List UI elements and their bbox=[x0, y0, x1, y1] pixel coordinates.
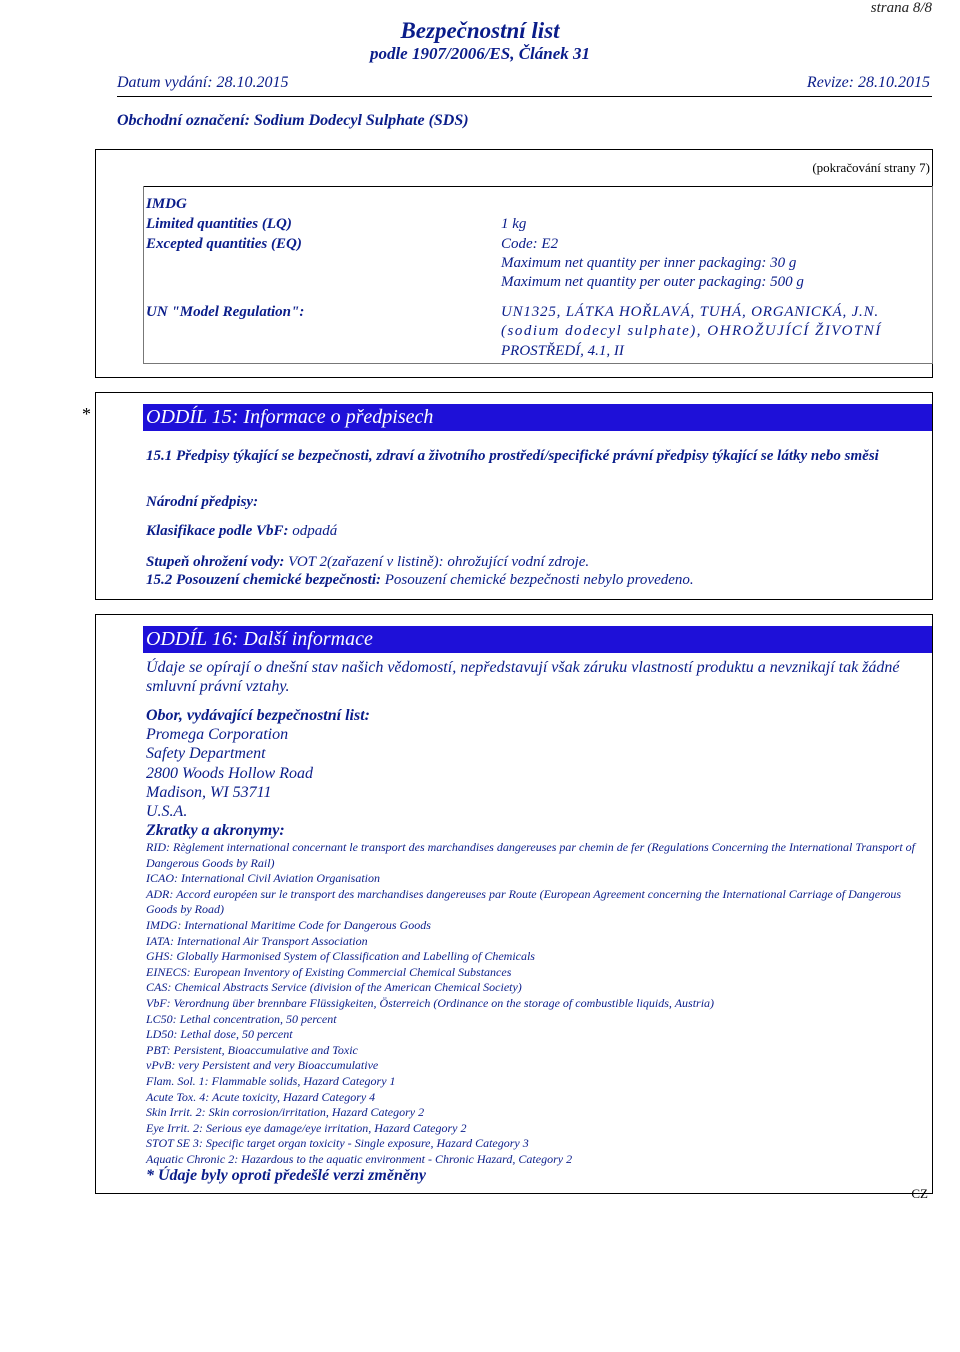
abbreviation-item: ADR: Accord européen sur le transport des marchandises dangereuses par Route (European Agreement concerning the International Carriage of Dangerous Goods by Road) bbox=[146, 886, 901, 917]
revision-date: Revize: 28.10.2015 bbox=[806, 74, 930, 91]
abbreviation-item: Aquatic Chronic 2: Hazardous to the aquatic environment - Chronic Hazard, Category 2 bbox=[146, 1151, 573, 1166]
header-rule bbox=[117, 96, 932, 97]
abbreviation-item: GHS: Globally Harmonised System of Classification and Labelling of Chemicals bbox=[146, 949, 535, 964]
abbreviation-item: Flam. Sol. 1: Flammable solids, Hazard Category 1 bbox=[146, 1073, 396, 1088]
eq-inner: Maximum net quantity per inner packaging: 30 g bbox=[501, 255, 797, 271]
section15-1-heading: 15.1 Předpisy týkající se bezpečnosti, zdraví a životního prostředí/specifické právní předpisy týkající se látky nebo směsi bbox=[146, 448, 879, 464]
abbreviation-item: vPvB: very Persistent and very Bioaccumulative bbox=[146, 1058, 379, 1073]
csa-label: 15.2 Posouzení chemické bezpečnosti: bbox=[146, 572, 381, 588]
abbreviation-item: PBT: Persistent, Bioaccumulative and Toxic bbox=[146, 1042, 358, 1057]
vbf-label: Klasifikace podle VbF: bbox=[146, 523, 289, 539]
issuer-label: Obor, vydávající bezpečnostní list: bbox=[146, 707, 370, 724]
eq-value: Code: E2 bbox=[501, 236, 559, 252]
abbreviation-item: LC50: Lethal concentration, 50 percent bbox=[146, 1011, 337, 1026]
un-line3: PROSTŘEDÍ, 4.1, II bbox=[501, 343, 624, 359]
disclaimer: Údaje se opírají o dnešní stav našich vědomostí, nepředstavují však záruku vlastností produktu a nevznikají tak žádné smluvní právní vztahy. bbox=[146, 659, 900, 695]
national-regs: Národní předpisy: bbox=[146, 494, 259, 510]
abbreviation-item: Acute Tox. 4: Acute toxicity, Hazard Category 4 bbox=[146, 1089, 376, 1104]
document-title: Bezpečnostní list bbox=[400, 18, 560, 43]
document-subtitle: podle 1907/2006/ES, Článek 31 bbox=[369, 44, 591, 63]
eq-outer: Maximum net quantity per outer packaging: 500 g bbox=[501, 274, 804, 290]
abbreviation-item: EINECS: European Inventory of Existing Commercial Chemical Substances bbox=[146, 964, 512, 979]
section16-title: ODDÍL 16: Další informace bbox=[146, 628, 373, 650]
change-marker: * bbox=[82, 404, 91, 424]
abbreviation-item: VbF: Verordnung über brennbare Flüssigkeiten, Österreich (Ordinance on the storage of combustible liquids, Austria) bbox=[146, 995, 715, 1010]
continuation-note: (pokračování strany 7) bbox=[812, 160, 930, 175]
vbf-row bbox=[146, 523, 337, 540]
abbreviation-item: IMDG: International Maritime Code for Dangerous Goods bbox=[146, 917, 431, 932]
changed-note: * Údaje byly oproti předešlé verzi změněny bbox=[146, 1167, 426, 1184]
un-line1: UN1325, LÁTKA HOŘLAVÁ, TUHÁ, ORGANICKÁ, J.N. bbox=[501, 304, 879, 320]
abbreviation-item: Eye Irrit. 2: Serious eye damage/eye irritation, Hazard Category 2 bbox=[146, 1120, 467, 1135]
un-label: UN "Model Regulation": bbox=[146, 304, 305, 320]
abbreviation-item: ICAO: International Civil Aviation Organisation bbox=[146, 871, 380, 886]
abbreviation-list bbox=[146, 840, 933, 1167]
language-code: CZ bbox=[911, 1186, 928, 1201]
vbf-value: odpadá bbox=[292, 523, 338, 539]
csa-row bbox=[146, 572, 694, 589]
lq-value: 1 kg bbox=[501, 216, 527, 232]
abbreviation-item: Skin Irrit. 2: Skin corrosion/irritation, Hazard Category 2 bbox=[146, 1105, 425, 1120]
un-line2: (sodium dodecyl sulphate), OHROŽUJÍCÍ ŽIVOTNÍ bbox=[501, 323, 882, 339]
imdg-label: IMDG bbox=[146, 196, 187, 212]
abbr-label: Zkratky a akronymy: bbox=[146, 822, 285, 839]
abbreviation-item: STOT SE 3: Specific target organ toxicity - Single exposure, Hazard Category 3 bbox=[146, 1136, 529, 1151]
section15-title: ODDÍL 15: Informace o předpisech bbox=[146, 406, 434, 428]
issue-date: Datum vydání: 28.10.2015 bbox=[117, 74, 289, 91]
water-row bbox=[146, 554, 589, 571]
csa-value: Posouzení chemické bezpečnosti nebylo provedeno. bbox=[384, 572, 694, 588]
issuer-line: Safety Department bbox=[146, 745, 266, 762]
water-value: VOT 2(zařazení v listině): ohrožující vodní zdroje. bbox=[288, 554, 590, 570]
eq-label: Excepted quantities (EQ) bbox=[146, 236, 302, 252]
lq-label: Limited quantities (LQ) bbox=[146, 216, 292, 232]
issuer-line: Promega Corporation bbox=[146, 726, 289, 743]
abbreviation-item: RID: Règlement international concernant le transport des marchandises dangereuses par chemin de fer (Regulations Concerning the International Transport of Dangerous Goods by Rail) bbox=[146, 840, 916, 870]
page-number: strana 8/8 bbox=[870, 0, 932, 16]
abbreviation-item: IATA: International Air Transport Association bbox=[146, 933, 368, 948]
issuer-line: 2800 Woods Hollow Road bbox=[146, 765, 313, 782]
abbreviation-item: CAS: Chemical Abstracts Service (division of the American Chemical Society) bbox=[146, 980, 522, 995]
abbreviation-item: LD50: Lethal dose, 50 percent bbox=[146, 1027, 293, 1042]
issuer-line: U.S.A. bbox=[146, 803, 188, 820]
water-label: Stupeň ohrožení vody: bbox=[146, 554, 285, 570]
issuer-line: Madison, WI 53711 bbox=[146, 784, 272, 801]
product-name: Obchodní označení: Sodium Dodecyl Sulphate (SDS) bbox=[117, 112, 469, 129]
